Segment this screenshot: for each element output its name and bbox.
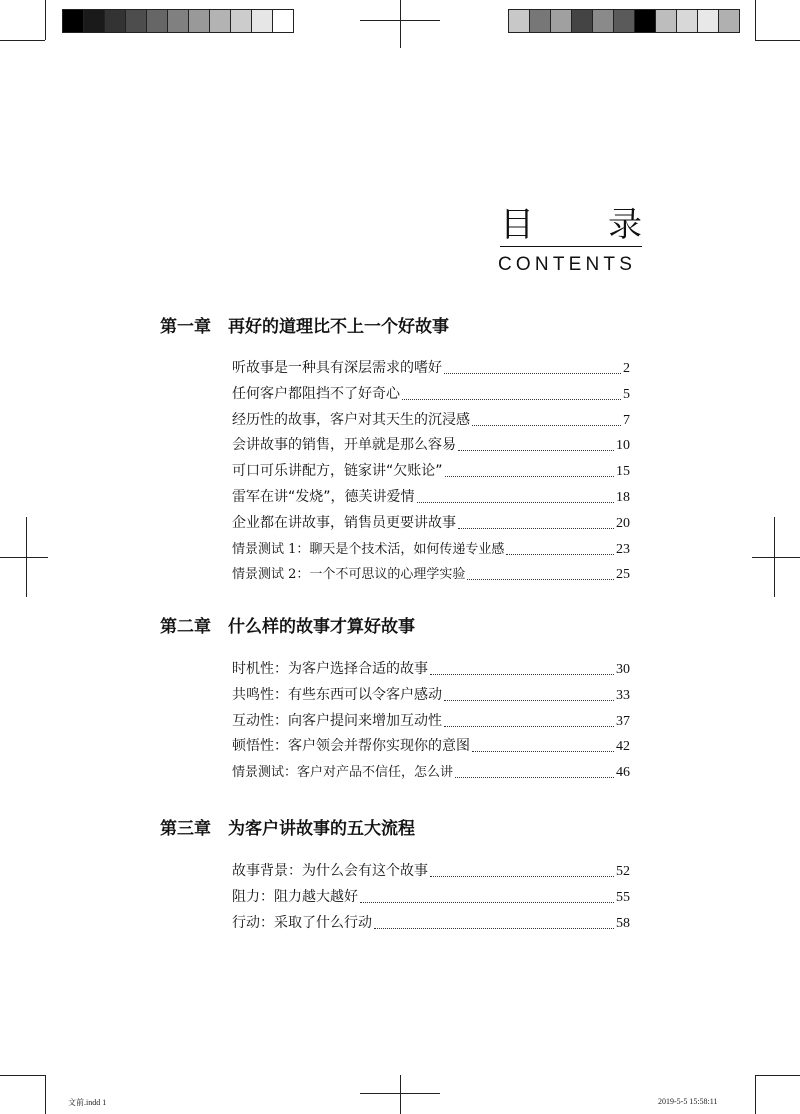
chapter-heading	[160, 814, 415, 839]
toc-entry-page: 30	[616, 662, 630, 677]
toc-entry-title: 阻力：阻力越大越好	[232, 888, 358, 905]
leader-dots	[472, 750, 614, 752]
leader-dots	[444, 699, 614, 701]
leader-dots	[444, 725, 614, 727]
color-swatch	[84, 10, 105, 32]
toc-entry-page: 42	[616, 739, 630, 755]
title-char-right: 录	[608, 205, 642, 245]
toc-entry[interactable]	[232, 434, 630, 456]
toc-entry[interactable]	[232, 658, 630, 680]
toc-entry[interactable]	[232, 409, 630, 431]
toc-entry[interactable]	[232, 710, 630, 732]
toc-entry[interactable]	[232, 460, 630, 482]
leader-dots	[430, 875, 614, 877]
color-swatch	[677, 10, 698, 32]
toc-entry-page: 52	[616, 864, 630, 879]
color-swatch	[614, 10, 635, 32]
toc-entry[interactable]	[232, 486, 630, 508]
toc-entry-title: 雷军在讲“发烧”，德芙讲爱情	[232, 489, 415, 505]
color-swatch	[189, 10, 210, 32]
toc-entry-page: 20	[616, 515, 630, 531]
toc-entry[interactable]	[232, 886, 630, 908]
color-swatch	[273, 10, 293, 32]
toc-entry-page: 7	[623, 412, 630, 428]
toc-entry-page: 58	[616, 915, 630, 931]
leader-dots	[458, 449, 614, 451]
toc-entry-title: 任何客户都阻挡不了好奇心	[232, 385, 400, 402]
toc-entry[interactable]	[232, 684, 630, 706]
color-swatch	[572, 10, 593, 32]
toc-entry-page: 25	[616, 567, 630, 583]
color-swatch	[231, 10, 252, 32]
toc-entry[interactable]	[232, 538, 630, 560]
toc-entry-title: 情景测试：客户对产品不信任，怎么讲	[232, 765, 454, 781]
footer-filename: 文前.indd 1	[68, 1098, 107, 1107]
color-swatch	[656, 10, 677, 32]
toc-entry-title: 共鸣性：有些东西可以令客户感动	[232, 686, 442, 703]
toc-entry-title: 故事背景：为什么会有这个故事	[232, 863, 428, 879]
toc-entry-title: 情景测试 1：聊天是个技术活，如何传递专业感	[232, 541, 505, 557]
toc-entry[interactable]	[232, 383, 630, 405]
toc-entry[interactable]	[232, 735, 630, 757]
color-swatch	[509, 10, 530, 32]
leader-dots	[455, 776, 614, 778]
chapter-title: 什么样的故事才算好故事	[228, 617, 415, 637]
toc-entry-title: 情景测试 2：一个不可思议的心理学实验	[232, 567, 466, 583]
chapter-title: 为客户讲故事的五大流程	[228, 819, 415, 839]
chapter-number: 第二章	[160, 617, 211, 637]
chapter-heading	[160, 312, 449, 337]
toc-entry[interactable]	[232, 563, 630, 585]
color-swatch	[168, 10, 189, 32]
toc-entry-page: 18	[616, 490, 630, 505]
leader-dots	[458, 527, 614, 529]
chapter-number: 第一章	[160, 317, 211, 337]
color-bar-right	[508, 9, 740, 33]
toc-entry-title: 听故事是一种具有深层需求的嗜好	[232, 360, 442, 376]
chapter-title: 再好的道理比不上一个好故事	[228, 317, 449, 337]
toc-entry-title: 可口可乐讲配方，链家讲“欠账论”	[232, 463, 443, 480]
toc-entry-page: 55	[616, 889, 630, 905]
chapter-heading	[160, 612, 415, 637]
color-swatch	[551, 10, 572, 32]
leader-dots	[360, 901, 614, 903]
color-swatch	[593, 10, 614, 32]
toc-entry-page: 15	[616, 464, 630, 480]
color-swatch	[63, 10, 84, 32]
leader-dots	[445, 475, 614, 477]
toc-entry-title: 行动：采取了什么行动	[232, 914, 372, 931]
color-bar-left	[62, 9, 294, 33]
toc-entry-page: 33	[616, 687, 630, 703]
color-swatch	[147, 10, 168, 32]
color-swatch	[252, 10, 273, 32]
toc-entry-title: 企业都在讲故事，销售员更要讲故事	[232, 514, 456, 531]
color-swatch	[126, 10, 147, 32]
leader-dots	[430, 673, 614, 675]
chapter-number: 第三章	[160, 819, 211, 839]
leader-dots	[506, 553, 614, 555]
leader-dots	[472, 424, 621, 426]
toc-entry-page: 37	[616, 713, 630, 729]
leader-dots	[444, 372, 621, 374]
toc-entry[interactable]	[232, 357, 630, 379]
toc-entry-page: 5	[623, 386, 630, 402]
toc-entry[interactable]	[232, 761, 630, 783]
color-swatch	[210, 10, 231, 32]
toc-entry[interactable]	[232, 860, 630, 882]
toc-entry-page: 2	[623, 361, 630, 376]
color-swatch	[105, 10, 126, 32]
toc-entry-title: 经历性的故事，客户对其天生的沉浸感	[232, 411, 470, 428]
leader-dots	[467, 578, 614, 580]
color-swatch	[635, 10, 656, 32]
toc-entry-title: 互动性：向客户提问来增加互动性	[232, 712, 442, 729]
toc-entry-title: 时机性：为客户选择合适的故事	[232, 661, 428, 677]
toc-entry[interactable]	[232, 912, 630, 934]
toc-entry-page: 23	[616, 541, 630, 557]
color-swatch	[530, 10, 551, 32]
toc-entry-title: 会讲故事的销售，开单就是那么容易	[232, 437, 456, 454]
contents-title-cn	[500, 205, 642, 245]
footer-timestamp: 2019-5-5 15:58:11	[658, 1097, 718, 1106]
title-char-left: 目	[500, 205, 534, 245]
leader-dots	[417, 501, 614, 503]
toc-entry-page: 46	[616, 765, 630, 781]
color-swatch	[698, 10, 719, 32]
toc-entry[interactable]	[232, 512, 630, 534]
leader-dots	[402, 398, 621, 400]
leader-dots	[374, 927, 614, 929]
toc-entry-page: 10	[616, 438, 630, 454]
title-rule	[500, 246, 642, 247]
color-swatch	[719, 10, 739, 32]
contents-title-en: CONTENTS	[498, 254, 637, 275]
toc-entry-title: 顿悟性：客户领会并帮你实现你的意图	[232, 738, 470, 755]
